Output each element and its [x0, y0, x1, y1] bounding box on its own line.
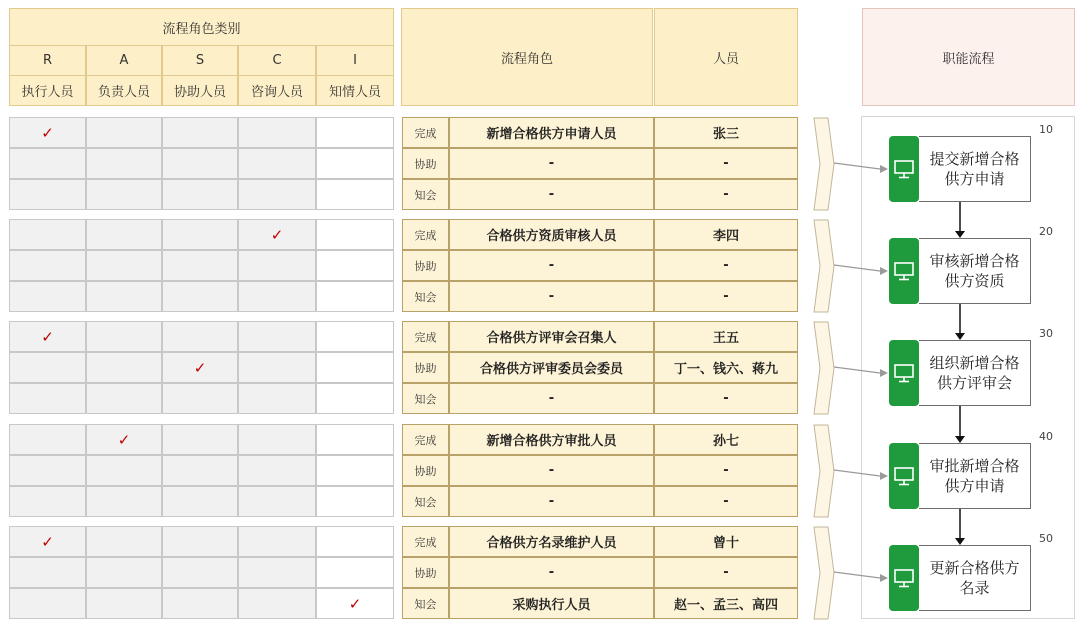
rasci-letter-r: R: [9, 46, 86, 76]
role-type-label: 完成: [402, 117, 449, 148]
role-type-label: 完成: [402, 321, 449, 352]
rasci-cell: [238, 486, 316, 517]
rasci-cell: [316, 455, 394, 486]
role-type-label: 协助: [402, 557, 449, 588]
rasci-cell: [316, 179, 394, 210]
process-step-label-line: 供方申请: [944, 170, 1005, 188]
rasci-cell: [238, 424, 316, 455]
rasci-cell: [9, 486, 86, 517]
rasci-check: ✓: [9, 321, 86, 352]
person-column-header: 人员: [654, 8, 798, 106]
role-type-label: 协助: [402, 250, 449, 281]
rasci-cell: [86, 588, 162, 619]
rasci-cell: [238, 352, 316, 383]
rasci-cell: [9, 352, 86, 383]
person-name: -: [654, 281, 798, 312]
group-bracket: [814, 118, 834, 210]
role-name: 合格供方评审委员会委员: [449, 352, 654, 383]
rasci-cell: [162, 321, 238, 352]
step-number: 20: [1039, 225, 1053, 238]
process-icon[interactable]: [889, 340, 919, 406]
group-bracket: [814, 322, 834, 414]
person-name: -: [654, 383, 798, 414]
person-name: -: [654, 455, 798, 486]
rasci-cell: [86, 148, 162, 179]
rasci-cell: [316, 352, 394, 383]
role-name: -: [449, 250, 654, 281]
rasci-cell: [238, 557, 316, 588]
step-number: 10: [1039, 123, 1053, 136]
rasci-letter-c: C: [238, 46, 316, 76]
rasci-cell: [86, 557, 162, 588]
rasci-cell: [9, 424, 86, 455]
rasci-check: ✓: [238, 219, 316, 250]
person-name: -: [654, 148, 798, 179]
step-number: 50: [1039, 532, 1053, 545]
rasci-cell: [238, 526, 316, 557]
rasci-cell: [238, 455, 316, 486]
rasci-check: ✓: [86, 424, 162, 455]
rasci-cell: [316, 383, 394, 414]
group-bracket: [814, 425, 834, 517]
role-type-label: 协助: [402, 148, 449, 179]
role-name: 采购执行人员: [449, 588, 654, 619]
rasci-cell: [86, 321, 162, 352]
monitor-icon: [889, 443, 919, 509]
rasci-cell: [86, 383, 162, 414]
rasci-cell: [162, 281, 238, 312]
rasci-cell: [238, 148, 316, 179]
rasci-cell: [86, 219, 162, 250]
rasci-cell: [86, 179, 162, 210]
role-type-label: 知会: [402, 486, 449, 517]
rasci-cell: [86, 281, 162, 312]
person-name: -: [654, 250, 798, 281]
rasci-cell: [86, 486, 162, 517]
rasci-cell: [316, 250, 394, 281]
rasci-cell: [86, 352, 162, 383]
person-name: 丁一、钱六、蒋九: [654, 352, 798, 383]
rasci-role-2: 协助人员: [162, 76, 238, 106]
role-name: -: [449, 148, 654, 179]
rasci-check: ✓: [162, 352, 238, 383]
rasci-cell: [238, 179, 316, 210]
process-step[interactable]: [919, 545, 1031, 611]
person-name: -: [654, 557, 798, 588]
rasci-cell: [316, 557, 394, 588]
monitor-icon: [889, 545, 919, 611]
rasci-cell: [238, 117, 316, 148]
rasci-cell: [86, 455, 162, 486]
rasci-role-0: 执行人员: [9, 76, 86, 106]
process-step[interactable]: [919, 136, 1031, 202]
role-type-label: 完成: [402, 526, 449, 557]
rasci-cell: [86, 526, 162, 557]
group-bracket: [814, 527, 834, 619]
step-number: 40: [1039, 430, 1053, 443]
rasci-cell: [162, 424, 238, 455]
process-step[interactable]: [919, 238, 1031, 304]
rasci-cell: [238, 383, 316, 414]
rasci-cell: [162, 455, 238, 486]
role-name: 新增合格供方审批人员: [449, 424, 654, 455]
rasci-cell: [86, 117, 162, 148]
role-name: -: [449, 281, 654, 312]
rasci-cell: [9, 179, 86, 210]
rasci-cell: [316, 486, 394, 517]
process-step-label-line: 提交新增合格: [929, 150, 1020, 168]
process-step[interactable]: [919, 340, 1031, 406]
process-step-label-line: 名录: [959, 579, 990, 597]
rasci-cell: [9, 588, 86, 619]
role-name: -: [449, 383, 654, 414]
role-name: -: [449, 179, 654, 210]
rasci-role-3: 咨询人员: [238, 76, 316, 106]
rasci-cell: [162, 486, 238, 517]
role-name: -: [449, 455, 654, 486]
category-title: 流程角色类别: [9, 8, 394, 46]
rasci-cell: [316, 424, 394, 455]
process-step-label-line: 供方评审会: [936, 374, 1012, 392]
rasci-cell: [238, 588, 316, 619]
rasci-cell: [162, 526, 238, 557]
role-column-header: 流程角色: [401, 8, 653, 106]
rasci-cell: [9, 281, 86, 312]
process-icon[interactable]: [889, 545, 919, 611]
rasci-cell: [9, 455, 86, 486]
process-step-label-line: 更新合格供方: [929, 559, 1020, 577]
rasci-cell: [316, 526, 394, 557]
person-name: 曾十: [654, 526, 798, 557]
rasci-letter-i: I: [316, 46, 394, 76]
rasci-cell: [162, 383, 238, 414]
step-number: 30: [1039, 327, 1053, 340]
person-name: 赵一、孟三、高四: [654, 588, 798, 619]
monitor-icon: [889, 340, 919, 406]
monitor-icon: [889, 238, 919, 304]
role-name: 新增合格供方申请人员: [449, 117, 654, 148]
person-name: -: [654, 179, 798, 210]
role-name: 合格供方名录维护人员: [449, 526, 654, 557]
role-name: -: [449, 557, 654, 588]
rasci-check: ✓: [9, 526, 86, 557]
role-name: -: [449, 486, 654, 517]
person-name: 孙七: [654, 424, 798, 455]
rasci-cell: [316, 148, 394, 179]
role-type-label: 完成: [402, 219, 449, 250]
rasci-cell: [316, 281, 394, 312]
role-name: 合格供方评审会召集人: [449, 321, 654, 352]
process-column-header: 职能流程: [862, 8, 1075, 106]
rasci-cell: [9, 148, 86, 179]
process-step-label-line: 审核新增合格: [929, 252, 1020, 270]
person-name: 张三: [654, 117, 798, 148]
person-name: -: [654, 486, 798, 517]
rasci-check: ✓: [9, 117, 86, 148]
rasci-cell: [9, 383, 86, 414]
process-step-label-line: 审批新增合格: [929, 457, 1020, 475]
process-icon[interactable]: [889, 238, 919, 304]
rasci-cell: [9, 250, 86, 281]
rasci-cell: [162, 148, 238, 179]
rasci-role-1: 负责人员: [86, 76, 162, 106]
rasci-cell: [162, 588, 238, 619]
rasci-letter-a: A: [86, 46, 162, 76]
rasci-cell: [238, 321, 316, 352]
role-type-label: 知会: [402, 179, 449, 210]
process-icon[interactable]: [889, 443, 919, 509]
rasci-cell: [9, 557, 86, 588]
person-name: 李四: [654, 219, 798, 250]
rasci-letter-s: S: [162, 46, 238, 76]
rasci-cell: [238, 250, 316, 281]
process-step[interactable]: [919, 443, 1031, 509]
rasci-cell: [162, 117, 238, 148]
role-type-label: 知会: [402, 383, 449, 414]
rasci-cell: [9, 219, 86, 250]
rasci-check: ✓: [316, 588, 394, 619]
rasci-cell: [162, 557, 238, 588]
rasci-cell: [316, 117, 394, 148]
rasci-cell: [162, 219, 238, 250]
role-type-label: 知会: [402, 281, 449, 312]
rasci-role-4: 知情人员: [316, 76, 394, 106]
rasci-cell: [162, 179, 238, 210]
role-type-label: 完成: [402, 424, 449, 455]
person-name: 王五: [654, 321, 798, 352]
process-step-label-line: 组织新增合格: [929, 354, 1020, 372]
group-bracket: [814, 220, 834, 312]
rasci-cell: [86, 250, 162, 281]
role-type-label: 协助: [402, 455, 449, 486]
process-step-label-line: 供方申请: [944, 477, 1005, 495]
role-name: 合格供方资质审核人员: [449, 219, 654, 250]
monitor-icon: [889, 136, 919, 202]
rasci-cell: [238, 281, 316, 312]
rasci-cell: [316, 219, 394, 250]
rasci-cell: [162, 250, 238, 281]
process-icon[interactable]: [889, 136, 919, 202]
process-step-label-line: 供方资质: [944, 272, 1005, 290]
rasci-cell: [316, 321, 394, 352]
role-type-label: 知会: [402, 588, 449, 619]
role-type-label: 协助: [402, 352, 449, 383]
